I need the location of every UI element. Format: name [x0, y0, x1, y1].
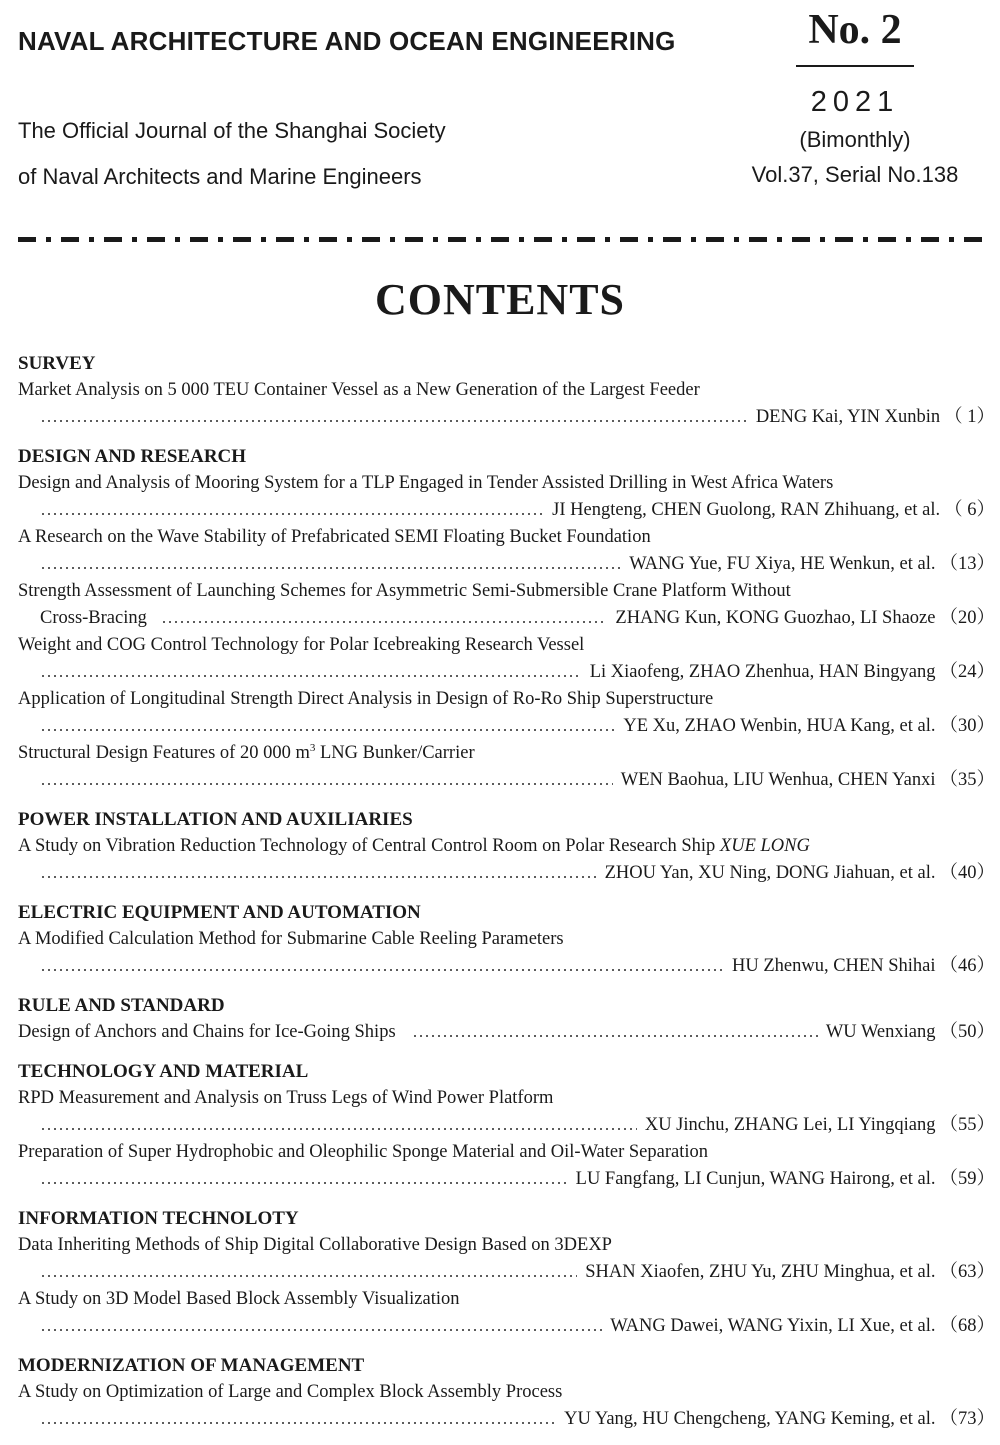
article-authors: SHAN Xiaofen, ZHU Yu, ZHU Minghua, et al.	[585, 1262, 936, 1282]
article-title-continuation[interactable]: Cross-Bracing	[40, 608, 147, 628]
toc-section-technology-material	[18, 1058, 995, 1193]
article-meta	[18, 1259, 995, 1286]
article-title[interactable]: Market Analysis on 5 000 TEU Container Vessel as a New Generation of the Largest Feeder	[18, 380, 700, 400]
article-title[interactable]: Design of Anchors and Chains for Ice-Going Ships	[18, 1022, 396, 1042]
toc-section-rule-standard	[18, 992, 995, 1046]
dot-leader	[161, 621, 608, 623]
article-meta	[18, 713, 995, 740]
article-meta	[18, 659, 995, 686]
ship-name: XUE LONG	[719, 836, 810, 856]
dot-leader	[40, 969, 724, 971]
article-title[interactable]: RPD Measurement and Analysis on Truss Legs of Wind Power Platform	[18, 1088, 554, 1108]
article-page[interactable]: （20）	[939, 608, 995, 628]
article-page[interactable]: （35）	[939, 770, 995, 790]
issue-number: No. 2	[808, 7, 902, 53]
article-title[interactable]: Weight and COG Control Technology for Polar Icebreaking Research Vessel	[18, 635, 585, 655]
article-page[interactable]: （24）	[939, 662, 995, 682]
section-title: RULE AND STANDARD	[18, 995, 225, 1016]
section-title: ELECTRIC EQUIPMENT AND AUTOMATION	[18, 902, 421, 923]
issue-year: 2021	[810, 86, 900, 118]
dash-dot-divider	[18, 237, 990, 242]
article-title[interactable]: Strength Assessment of Launching Schemes for Asymmetric Semi-Submersible Crane Platform Without	[18, 581, 791, 601]
article-title[interactable]: Preparation of Super Hydrophobic and Oleophilic Sponge Material and Oil-Water Separation	[18, 1142, 709, 1162]
journal-subtitle-line2: of Naval Architects and Marine Engineers	[18, 164, 422, 189]
issue-frequency: (Bimonthly)	[799, 127, 911, 152]
article-page[interactable]: （40）	[939, 863, 995, 883]
toc-section-design-research	[18, 443, 995, 794]
article-authors: WEN Baohua, LIU Wenhua, CHEN Yanxi	[620, 770, 936, 790]
article-page[interactable]: （ 1）	[944, 407, 995, 427]
article-title-text: Structural Design Features of 20 000 m	[18, 743, 310, 763]
article-authors: JI Hengteng, CHEN Guolong, RAN Zhihuang, et al.	[552, 500, 941, 520]
article-page[interactable]: （59）	[939, 1169, 995, 1189]
issue-divider	[796, 65, 914, 67]
article-title[interactable]: Data Inheriting Methods of Ship Digital Collaborative Design Based on 3DEXP	[18, 1235, 612, 1255]
article-page[interactable]: （63）	[939, 1262, 995, 1282]
article-page[interactable]: （68）	[939, 1316, 995, 1336]
article-meta	[18, 497, 995, 524]
article-meta	[18, 860, 995, 887]
article-authors: YU Yang, HU Chengcheng, YANG Keming, et al.	[564, 1409, 936, 1429]
dot-leader	[40, 1275, 577, 1277]
section-title: SURVEY	[18, 353, 96, 374]
article-authors: DENG Kai, YIN Xunbin	[755, 407, 941, 427]
journal-title: NAVAL ARCHITECTURE AND OCEAN ENGINEERING	[18, 26, 676, 56]
dot-leader	[40, 513, 544, 515]
article-title[interactable]: Application of Longitudinal Strength Direct Analysis in Design of Ro-Ro Ship Superstructure	[18, 689, 714, 709]
article-page[interactable]: （46）	[939, 956, 995, 976]
section-title: INFORMATION TECHNOLOTY	[18, 1208, 299, 1229]
article-authors: ZHANG Kun, KONG Guozhao, LI Shaoze	[615, 608, 936, 628]
dot-leader	[40, 876, 597, 878]
toc-section-power-installation	[18, 806, 995, 887]
section-title: DESIGN AND RESEARCH	[18, 446, 247, 467]
article-meta	[18, 404, 995, 431]
table-of-contents	[18, 350, 995, 1445]
article-authors: XU Jinchu, ZHANG Lei, LI Yingqiang	[644, 1115, 936, 1135]
article-title[interactable]: Design and Analysis of Mooring System for a TLP Engaged in Tender Assisted Drilling in West Africa Waters	[18, 473, 834, 493]
article-title[interactable]: A Modified Calculation Method for Submarine Cable Reeling Parameters	[18, 929, 564, 949]
article-title[interactable]	[18, 833, 995, 860]
section-title: POWER INSTALLATION AND AUXILIARIES	[18, 809, 413, 830]
article-authors: LU Fangfang, LI Cunjun, WANG Hairong, et al.	[575, 1169, 936, 1189]
article-title[interactable]: A Research on the Wave Stability of Prefabricated SEMI Floating Bucket Foundation	[18, 527, 651, 547]
article-meta	[18, 605, 995, 632]
journal-subtitle-line1: The Official Journal of the Shanghai Society	[18, 118, 446, 143]
dot-leader	[40, 567, 621, 569]
article-inline	[18, 1019, 995, 1046]
article-page[interactable]: （13）	[939, 554, 995, 574]
toc-section-electric-equipment	[18, 899, 995, 980]
dot-leader	[40, 1422, 556, 1424]
toc-section-survey	[18, 350, 995, 431]
article-authors: HU Zhenwu, CHEN Shihai	[732, 956, 936, 976]
dot-leader	[40, 675, 582, 677]
article-authors: WU Wenxiang	[825, 1022, 936, 1042]
dot-leader	[40, 1182, 568, 1184]
article-page[interactable]: （ 6）	[944, 500, 995, 520]
toc-section-modernization-management	[18, 1352, 995, 1433]
contents-heading: CONTENTS	[374, 275, 626, 324]
section-title: TECHNOLOGY AND MATERIAL	[18, 1061, 309, 1082]
article-page[interactable]: （73）	[939, 1409, 995, 1429]
article-page[interactable]: （50）	[939, 1022, 995, 1042]
article-page[interactable]: （30）	[939, 716, 995, 736]
section-title: MODERNIZATION OF MANAGEMENT	[18, 1355, 365, 1376]
dot-leader	[40, 729, 615, 731]
article-title[interactable]: A Study on 3D Model Based Block Assembly Visualization	[18, 1289, 460, 1309]
article-meta	[18, 767, 995, 794]
toc-section-information-technology	[18, 1205, 995, 1340]
article-title[interactable]	[18, 740, 995, 767]
article-page[interactable]: （55）	[939, 1115, 995, 1135]
dot-leader	[412, 1035, 818, 1037]
article-meta	[18, 1112, 995, 1139]
article-authors: YE Xu, ZHAO Wenbin, HUA Kang, et al.	[623, 716, 936, 736]
article-meta	[18, 1166, 995, 1193]
article-meta	[18, 953, 995, 980]
article-meta	[18, 1313, 995, 1340]
article-authors: ZHOU Yan, XU Ning, DONG Jiahuan, et al.	[604, 863, 936, 883]
article-meta	[18, 551, 995, 578]
article-title-text: LNG Bunker/Carrier	[315, 743, 475, 763]
article-authors: WANG Dawei, WANG Yixin, LI Xue, et al.	[610, 1316, 936, 1336]
dot-leader	[40, 1329, 602, 1331]
article-authors: WANG Yue, FU Xiya, HE Wenkun, et al.	[629, 554, 936, 574]
article-authors: Li Xiaofeng, ZHAO Zhenhua, HAN Bingyang	[589, 662, 936, 682]
dot-leader	[40, 420, 748, 422]
superscript: 3	[309, 742, 316, 754]
dot-leader	[40, 1128, 637, 1130]
article-title[interactable]: A Study on Optimization of Large and Complex Block Assembly Process	[18, 1382, 563, 1402]
article-meta	[18, 1406, 995, 1433]
issue-volume: Vol.37, Serial No.138	[751, 162, 959, 187]
article-title-text: A Study on Vibration Reduction Technology of Central Control Room on Polar Research Ship	[18, 836, 720, 856]
dot-leader	[40, 783, 613, 785]
